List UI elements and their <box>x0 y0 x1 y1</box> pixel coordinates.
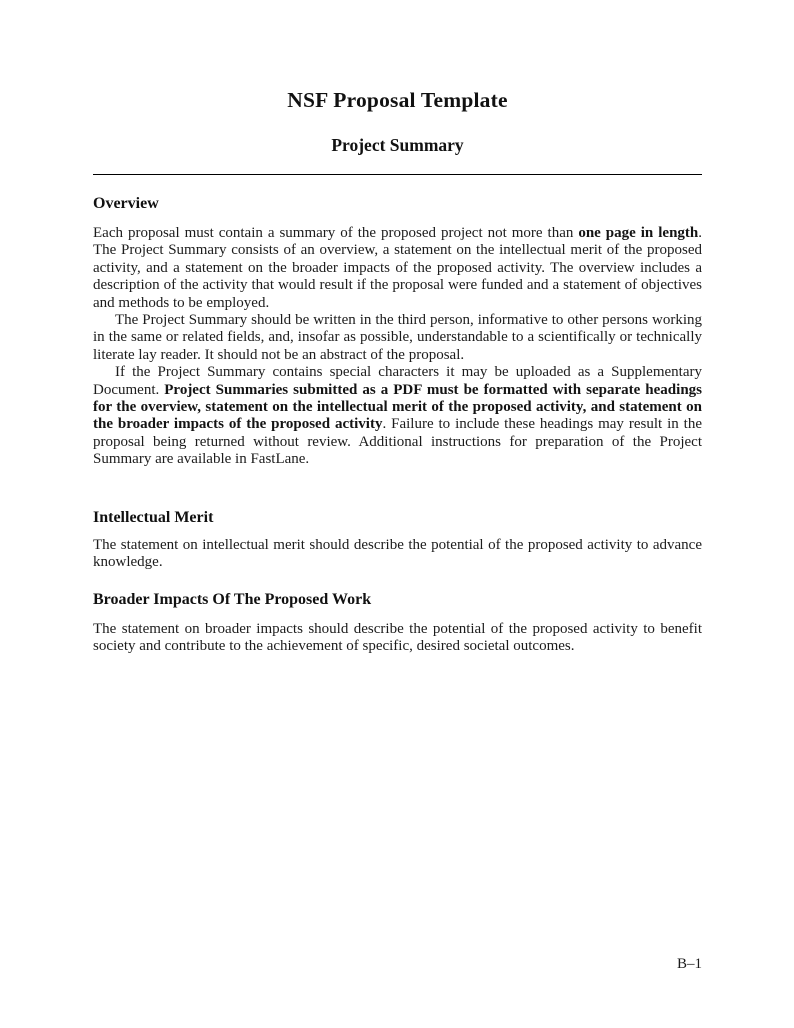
section-heading-overview: Overview <box>93 195 159 212</box>
section-overview <box>93 195 702 469</box>
document-subtitle: Project Summary <box>331 135 464 155</box>
text-run: . The Project Summary consists of an overview, a statement on the intellectual merit of the proposed activity, and a statement on the broader impacts of the proposed activity. The overview includes a description of the activity that would result if the proposal were funded and a statement of objectives and methods to be employed. <box>93 225 703 311</box>
paragraph-overview-2 <box>93 312 702 364</box>
text-run: The statement on broader impacts should describe the potential of the proposed activity to benefit society and contribute to the achievement of specific, desired societal outcomes. <box>93 620 702 654</box>
paragraph-broader-impacts <box>93 621 702 656</box>
paragraph-intellectual-merit <box>93 537 702 572</box>
text-run: . Failure to include these headings may result in the proposal being returned without review. Additional instructions for preparation of the Project Summary are available in FastLane. <box>93 416 702 468</box>
section-heading-intellectual-merit: Intellectual Merit <box>93 508 214 526</box>
paragraph-overview-3 <box>93 364 702 468</box>
section-broader-impacts <box>93 591 702 656</box>
text-run-bold: one page in length <box>578 225 699 241</box>
text-run: The Project Summary should be written in the third person, informative to other persons working in the same or related fields, and, insofar as possible, understandable to a scientifically or technically literate lay reader. It should not be an abstract of the proposal. <box>93 312 702 363</box>
text-run-bold: Project Summaries submitted as a PDF must be formatted with separate headings for the overview, statement on the intellectual merit of the proposed activity, and statement on the broader impacts of the proposed activity <box>93 381 702 433</box>
paragraph-overview-1 <box>93 225 702 312</box>
text-run: The statement on intellectual merit should describe the potential of the proposed activity to advance knowledge. <box>93 536 702 571</box>
text-run: Each proposal must contain a summary of the proposed project not more than <box>93 225 579 241</box>
title-rule <box>93 174 702 175</box>
section-heading-broader-impacts: Broader Impacts Of The Proposed Work <box>93 590 372 608</box>
section-intellectual-merit <box>93 509 702 572</box>
document-title: NSF Proposal Template <box>287 88 508 112</box>
footer-page-number: B–1 <box>676 956 702 972</box>
text-run: If the Project Summary contains special characters it may be uploaded as a Supplementary Document. <box>93 364 702 398</box>
